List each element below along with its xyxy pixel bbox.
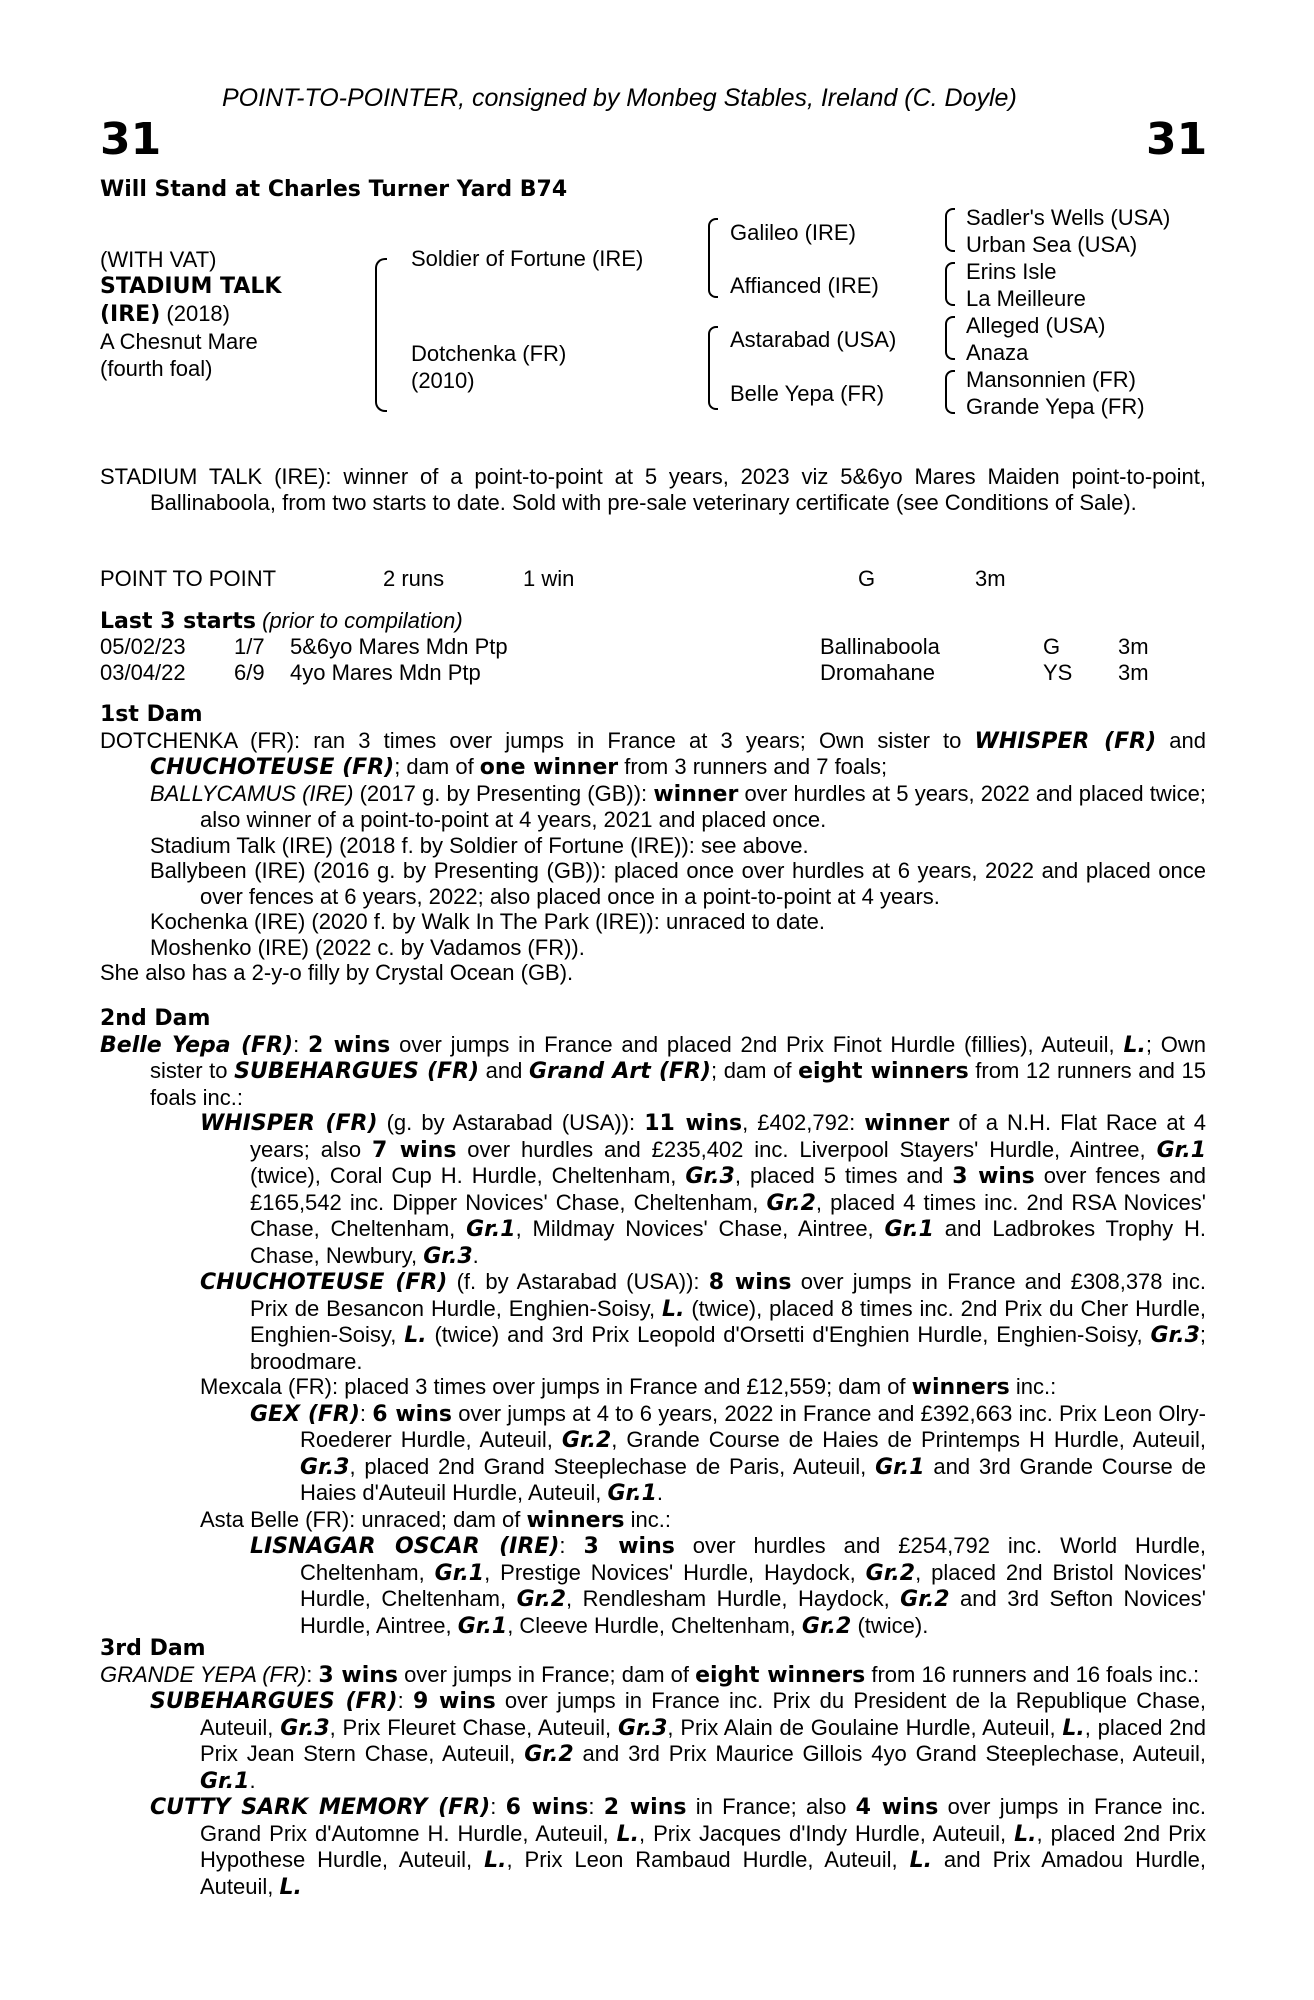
chuchoteuse-name: CHUCHOTEUSE (FR) xyxy=(150,755,395,780)
ggparent-5: Alleged (USA) xyxy=(966,313,1106,338)
progeny-ballybeen: Ballybeen (IRE) (2016 g. by Presenting (GB)): placed once over hurdles at 6 years, 2022 and placed once over fences at 6 years, 2022; also placed once in a point-to-point at 4 years. xyxy=(150,858,1206,909)
grande-yepa-paragraph: GRANDE YEPA (FR): 3 wins over jumps in France; dam of eight winners from 16 runners and 16 foals inc.: xyxy=(100,1661,1200,1688)
record-runs: 2 runs xyxy=(383,566,445,591)
last-starts-heading xyxy=(100,608,463,635)
consignment-line: POINT-TO-POINTER, consigned by Monbeg Stables, Ireland (C. Doyle) xyxy=(222,84,1017,112)
dam-year: (2010) xyxy=(411,368,475,393)
horse-description: A Chesnut Mare xyxy=(100,329,258,354)
progeny-filly: She also has a 2-y-o filly by Crystal Ocean (GB). xyxy=(100,960,574,985)
dam-dam: Belle Yepa (FR) xyxy=(730,381,885,406)
dam-sire: Astarabad (USA) xyxy=(730,327,897,352)
pedigree-brace-2 xyxy=(708,218,718,298)
progeny-mexcala: Mexcala (FR): placed 3 times over jumps in France and £12,559; dam of winners inc.: xyxy=(200,1374,1057,1400)
horse-identity xyxy=(100,246,281,382)
horse-year: (2018) xyxy=(166,301,230,326)
vat-note: (WITH VAT) xyxy=(100,247,217,272)
progeny-asta-belle: Asta Belle (FR): unraced; dam of winners inc.: xyxy=(200,1506,671,1533)
third-dam-heading: 3rd Dam xyxy=(100,1636,206,1661)
horse-origin: (IRE) xyxy=(100,302,161,327)
lot-number-left: 31 xyxy=(100,114,162,165)
progeny-subehargues: SUBEHARGUES (FR): 9 wins over jumps in France inc. Prix du President de la Republique Chase, Auteuil, Gr.3, Prix Fleuret Chase, Auteuil, Gr.3, Prix Alain de Goulaine Hurdle, Auteuil, L., placed 2nd Prix Jean Stern Chase, Auteuil, Gr.2 and 3rd Prix Maurice Gillois 4yo Grand Steeplechase, Auteuil, Gr.1. xyxy=(150,1688,1206,1794)
progeny-moshenko: Moshenko (IRE) (2022 c. by Vadamos (FR)). xyxy=(150,934,585,960)
progeny-kochenka: Kochenka (IRE) (2020 f. by Walk In The Park (IRE)): unraced to date. xyxy=(150,909,825,934)
first-dam-heading: 1st Dam xyxy=(100,702,203,727)
stand-location: Will Stand at Charles Turner Yard B74 xyxy=(100,177,568,202)
sire: Soldier of Fortune (IRE) xyxy=(411,246,644,271)
record-going: G xyxy=(858,566,876,591)
start-course: Ballinaboola xyxy=(820,634,940,659)
sire-dam: Affianced (IRE) xyxy=(730,273,879,298)
progeny-chuchoteuse: CHUCHOTEUSE (FR) (f. by Astarabad (USA)): 8 wins over jumps in France and £308,378 inc. Prix de Besancon Hurdle, Enghien-Soisy, L. (twice), placed 8 times inc. 2nd Prix du Cher Hurdle, Enghien-Soisy, L. (twice) and 3rd Prix Leopold d'Orsetti d'Enghien Hurdle, Enghien-Soisy, Gr.3; broodmare. xyxy=(200,1269,1207,1374)
record-distance: 3m xyxy=(975,566,1006,591)
pedigree-brace-5 xyxy=(945,262,955,306)
pedigree-brace-6 xyxy=(945,316,955,360)
start-race: 4yo Mares Mdn Ptp xyxy=(290,660,481,685)
ggparent-2: Urban Sea (USA) xyxy=(966,232,1138,257)
summary-text: STADIUM TALK (IRE): winner of a point-to-point at 5 years, 2023 viz 5&6yo Mares Maiden point-to-point, Ballinaboola, from two starts to date. Sold with pre-sale veterinary certificate (see Conditions of Sale). xyxy=(100,464,1206,515)
second-dam-heading: 2nd Dam xyxy=(100,1006,211,1031)
start-going: G xyxy=(1043,634,1061,659)
progeny-gex: GEX (FR): 6 wins over jumps at 4 to 6 years, 2022 in France and £392,663 inc. Prix Leon Olry-Roederer Hurdle, Auteuil, Gr.2, Grande Course de Haies de Printemps H Hurdle, Auteuil, Gr.3, placed 2nd Grand Steeplechase de Paris, Auteuil, Gr.1 and 3rd Grande Course de Haies d'Auteuil Hurdle, Auteuil, Gr.1. xyxy=(250,1400,1206,1506)
horse-name: STADIUM TALK xyxy=(100,274,282,299)
progeny-ballycamus: BALLYCAMUS (IRE) (2017 g. by Presenting (GB)): winner over hurdles at 5 years, 2022 and placed twice; also winner of a point-to-point at 4 years, 2021 and placed once. xyxy=(150,780,1206,832)
ggparent-7: Mansonnien (FR) xyxy=(966,367,1136,392)
dam: Dotchenka (FR) xyxy=(411,341,567,366)
start-pos: 1/7 xyxy=(234,634,265,659)
record-wins: 1 win xyxy=(523,566,575,591)
start-date: 05/02/23 xyxy=(100,634,186,659)
ggparent-6: Anaza xyxy=(966,340,1029,365)
lot-number-right: 31 xyxy=(1146,114,1208,165)
pedigree-brace-4 xyxy=(945,208,955,252)
start-dist: 3m xyxy=(1118,660,1149,685)
last-starts-title: Last 3 starts xyxy=(100,609,257,634)
pedigree-brace-1 xyxy=(375,258,387,412)
start-date: 03/04/22 xyxy=(100,660,186,685)
start-going: YS xyxy=(1043,660,1073,685)
ggparent-8: Grande Yepa (FR) xyxy=(966,394,1145,419)
progeny-stadium-talk: Stadium Talk (IRE) (2018 f. by Soldier of Fortune (IRE)): see above. xyxy=(150,832,809,858)
ggparent-4: La Meilleure xyxy=(966,286,1086,311)
start-race: 5&6yo Mares Mdn Ptp xyxy=(290,634,508,659)
pedigree-brace-3 xyxy=(708,326,718,410)
start-course: Dromahane xyxy=(820,660,935,685)
third-dam-section xyxy=(100,1636,1206,1900)
sire-sire: Galileo (IRE) xyxy=(730,220,856,245)
belle-yepa-paragraph: Belle Yepa (FR): 2 wins over jumps in France and placed 2nd Prix Finot Hurdle (fillies), Auteuil, L.; Own sister to SUBEHARGUES (FR) and Grand Art (FR); dam of eight winners from 12 runners and 15 foals inc.: xyxy=(100,1031,1206,1110)
pedigree-brace-7 xyxy=(945,370,955,414)
horse-foal: (fourth foal) xyxy=(100,356,213,381)
progeny-whisper: WHISPER (FR) (g. by Astarabad (USA)): 11 wins, £402,792: winner of a N.H. Flat Race at 4 years; also 7 wins over hurdles and £235,402 inc. Liverpool Stayers' Hurdle, Aintree, Gr.1 (twice), Coral Cup H. Hurdle, Cheltenham, Gr.3, placed 5 times and 3 wins over fences and £165,542 inc. Dipper Novices' Chase, Cheltenham, Gr.2, placed 4 times inc. 2nd RSA Novices' Chase, Cheltenham, Gr.1, Mildmay Novices' Chase, Aintree, Gr.1 and Ladbrokes Trophy H. Chase, Newbury, Gr.3. xyxy=(200,1110,1206,1269)
progeny-lisnagar-oscar: LISNAGAR OSCAR (IRE): 3 wins over hurdles and £254,792 inc. World Hurdle, Cheltenham, Gr.1, Prestige Novices' Hurdle, Haydock, Gr.2, placed 2nd Bristol Novices' Hurdle, Cheltenham, Gr.2, Rendlesham Hurdle, Haydock, Gr.2 and 3rd Sefton Novices' Hurdle, Aintree, Gr.1, Cleeve Hurdle, Cheltenham, Gr.2 (twice). xyxy=(250,1533,1207,1639)
ggparent-1: Sadler's Wells (USA) xyxy=(966,205,1171,230)
first-dam-section xyxy=(100,702,1206,986)
last-starts-note: (prior to compilation) xyxy=(262,608,463,633)
start-pos: 6/9 xyxy=(234,660,265,685)
ggparent-3: Erins Isle xyxy=(966,259,1057,284)
progeny-cutty-sark-memory: CUTTY SARK MEMORY (FR): 6 wins: 2 wins in France; also 4 wins over jumps in France inc. Grand Prix d'Automne H. Hurdle, Auteuil, L., Prix Jacques d'Indy Hurdle, Auteuil, L., placed 2nd Prix Hypothese Hurdle, Auteuil, L., Prix Leon Rambaud Hurdle, Auteuil, L. and Prix Amadou Hurdle, Auteuil, L. xyxy=(150,1794,1207,1900)
dam-paragraph: DOTCHENKA (FR): ran 3 times over jumps in France at 3 years; Own sister to WHISPER (FR) and CHUCHOTEUSE (FR); dam of one winner from 3 runners and 7 foals; xyxy=(100,727,1206,780)
summary-section xyxy=(100,464,1206,515)
whisper-name: WHISPER (FR) xyxy=(974,728,1157,754)
start-dist: 3m xyxy=(1118,634,1149,659)
second-dam-section xyxy=(100,1006,1206,1639)
record-type: POINT TO POINT xyxy=(100,566,277,591)
